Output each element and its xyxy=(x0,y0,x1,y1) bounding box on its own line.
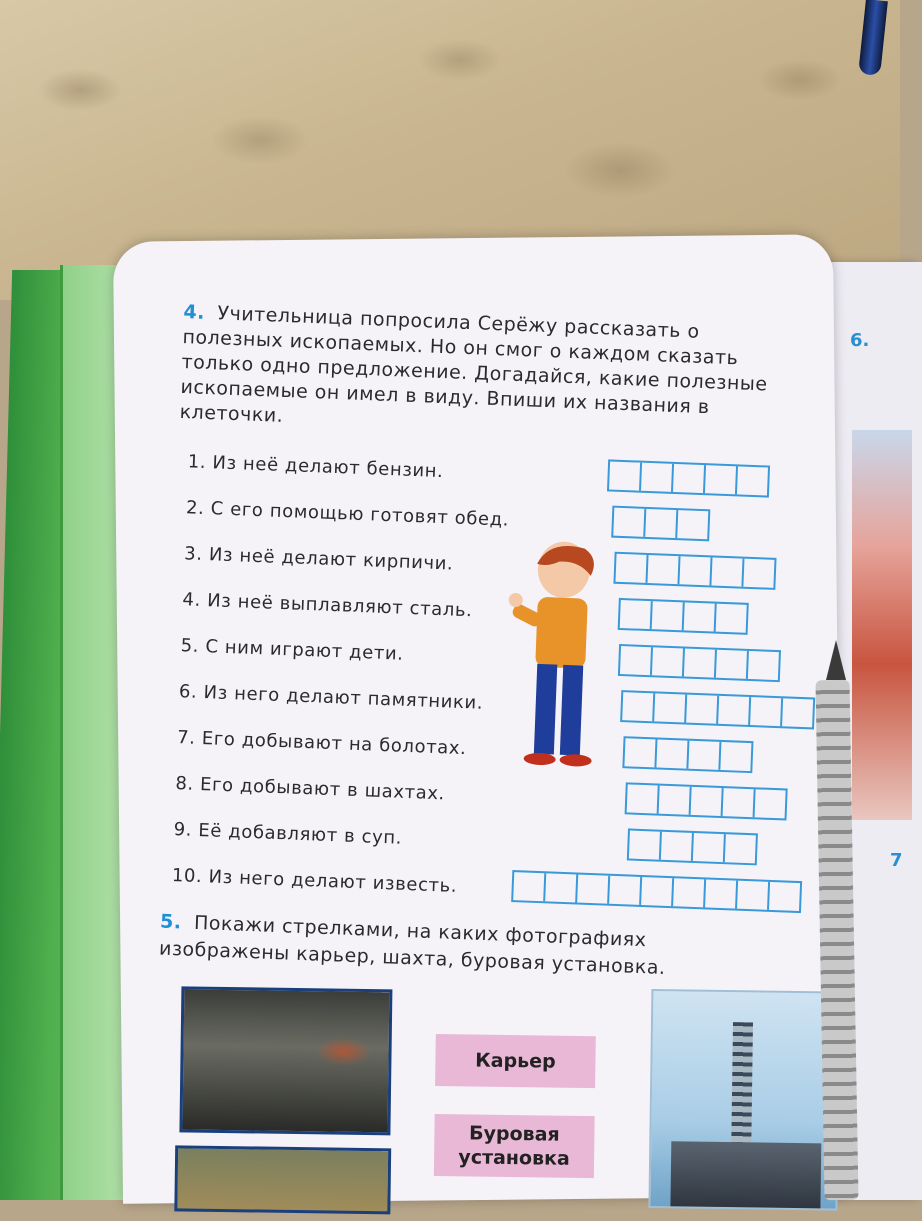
answer-cells[interactable] xyxy=(607,459,770,497)
task7-number: 7 xyxy=(890,850,903,871)
answer-cell[interactable] xyxy=(705,465,738,494)
answer-cell[interactable] xyxy=(661,832,694,861)
answer-cell[interactable] xyxy=(654,693,687,722)
boy-illustration xyxy=(501,538,620,772)
answer-cell[interactable] xyxy=(782,698,813,727)
answer-cell[interactable] xyxy=(545,873,578,902)
answer-cell[interactable] xyxy=(627,784,660,813)
answer-cell[interactable] xyxy=(620,646,653,675)
right-page-photo xyxy=(852,430,912,820)
answer-cell[interactable] xyxy=(673,878,706,907)
answer-cell[interactable] xyxy=(720,742,751,771)
answer-cells[interactable] xyxy=(611,506,710,542)
answer-cells[interactable] xyxy=(620,690,815,729)
answer-cell[interactable] xyxy=(677,510,708,539)
answer-cell[interactable] xyxy=(716,604,747,633)
pencil-tip xyxy=(826,640,846,680)
answer-cell[interactable] xyxy=(659,786,692,815)
answer-cell[interactable] xyxy=(743,559,774,588)
answer-cell[interactable] xyxy=(629,831,662,860)
quarry-photo xyxy=(174,1145,391,1214)
task6-number: 6. xyxy=(850,330,870,351)
question-list xyxy=(161,439,798,922)
question-text: 10. Из него делают известь. xyxy=(171,864,458,897)
answer-cell[interactable] xyxy=(723,788,756,817)
question-text: 4. Из неё выплавляют сталь. xyxy=(182,589,473,622)
answer-cell[interactable] xyxy=(513,872,546,901)
answer-cell[interactable] xyxy=(577,875,610,904)
question-text: 9. Её добавляют в суп. xyxy=(173,819,403,849)
answer-cell[interactable] xyxy=(688,741,721,770)
task4-number: 4. xyxy=(183,300,206,324)
label-drilling-line1: Буровая xyxy=(468,1122,560,1146)
answer-cells[interactable] xyxy=(627,828,758,865)
answer-cell[interactable] xyxy=(716,650,749,679)
answer-cell[interactable] xyxy=(711,557,744,586)
answer-cell[interactable] xyxy=(620,600,653,629)
label-drilling-rig[interactable] xyxy=(434,1114,595,1178)
rig-base xyxy=(670,1141,821,1208)
task4-instructions: Учительница попросила Серёжу рассказать о полезных ископаемых. Но он смог о каждом сказать только одно предложение. Догадайся, какие полезные ископаемые он имел в виду. Впиши их названия в клеточки. xyxy=(179,302,769,427)
answer-cell[interactable] xyxy=(609,461,642,490)
task4-section xyxy=(159,300,804,986)
answer-cell[interactable] xyxy=(686,695,719,724)
answer-cell[interactable] xyxy=(691,787,724,816)
answer-cells[interactable] xyxy=(618,598,749,635)
answer-cell[interactable] xyxy=(624,738,657,767)
answer-cells[interactable] xyxy=(622,736,753,773)
answer-cell[interactable] xyxy=(622,692,655,721)
answer-cell[interactable] xyxy=(684,602,717,631)
answer-cell[interactable] xyxy=(755,789,786,818)
label-drilling-line2: установка xyxy=(458,1146,570,1170)
answer-cell[interactable] xyxy=(750,697,783,726)
answer-cells[interactable] xyxy=(613,552,776,590)
label-quarry-text: Карьер xyxy=(475,1049,556,1073)
question-text: 6. Из него делают памятники. xyxy=(178,681,484,714)
answer-cell[interactable] xyxy=(652,647,685,676)
answer-cell[interactable] xyxy=(684,648,717,677)
question-text: 8. Его добывают в шахтах. xyxy=(175,773,446,805)
task4-heading xyxy=(179,300,803,449)
drilling-rig-photo xyxy=(648,989,840,1211)
answer-cell[interactable] xyxy=(673,464,706,493)
answer-cell[interactable] xyxy=(725,834,756,863)
answer-cell[interactable] xyxy=(769,882,800,911)
answer-cell[interactable] xyxy=(647,555,680,584)
task5-number: 5. xyxy=(159,910,182,934)
question-text: 7. Его добывают на болотах. xyxy=(176,727,467,760)
answer-cell[interactable] xyxy=(718,696,751,725)
answer-cell[interactable] xyxy=(652,601,685,630)
task5-photos xyxy=(179,980,842,1204)
answer-cells[interactable] xyxy=(618,644,781,682)
question-text: 3. Из неё делают кирпичи. xyxy=(183,543,454,575)
answer-cell[interactable] xyxy=(656,739,689,768)
answer-cells[interactable] xyxy=(511,870,802,913)
rig-tower xyxy=(731,1022,753,1152)
answer-cell[interactable] xyxy=(609,876,642,905)
question-text: 1. Из неё делают бензин. xyxy=(187,451,444,483)
answer-cell[interactable] xyxy=(616,554,649,583)
answer-cell[interactable] xyxy=(705,879,738,908)
answer-cell[interactable] xyxy=(748,651,779,680)
answer-cell[interactable] xyxy=(645,509,678,538)
question-text: 2. С его помощью готовят обед. xyxy=(185,497,510,531)
answer-cell[interactable] xyxy=(737,881,770,910)
answer-cell[interactable] xyxy=(737,466,768,495)
question-text: 5. С ним играют дети. xyxy=(180,635,404,665)
answer-cell[interactable] xyxy=(693,833,726,862)
answer-cell[interactable] xyxy=(613,508,646,537)
task5-instructions: Покажи стрелками, на каких фотографиях изображены карьер, шахта, буровая установка. xyxy=(158,911,666,979)
answer-cell[interactable] xyxy=(679,556,712,585)
answer-cell[interactable] xyxy=(641,877,674,906)
mine-photo xyxy=(179,986,392,1135)
label-quarry[interactable] xyxy=(435,1034,596,1088)
answer-cells[interactable] xyxy=(625,782,788,820)
answer-cell[interactable] xyxy=(641,463,674,492)
